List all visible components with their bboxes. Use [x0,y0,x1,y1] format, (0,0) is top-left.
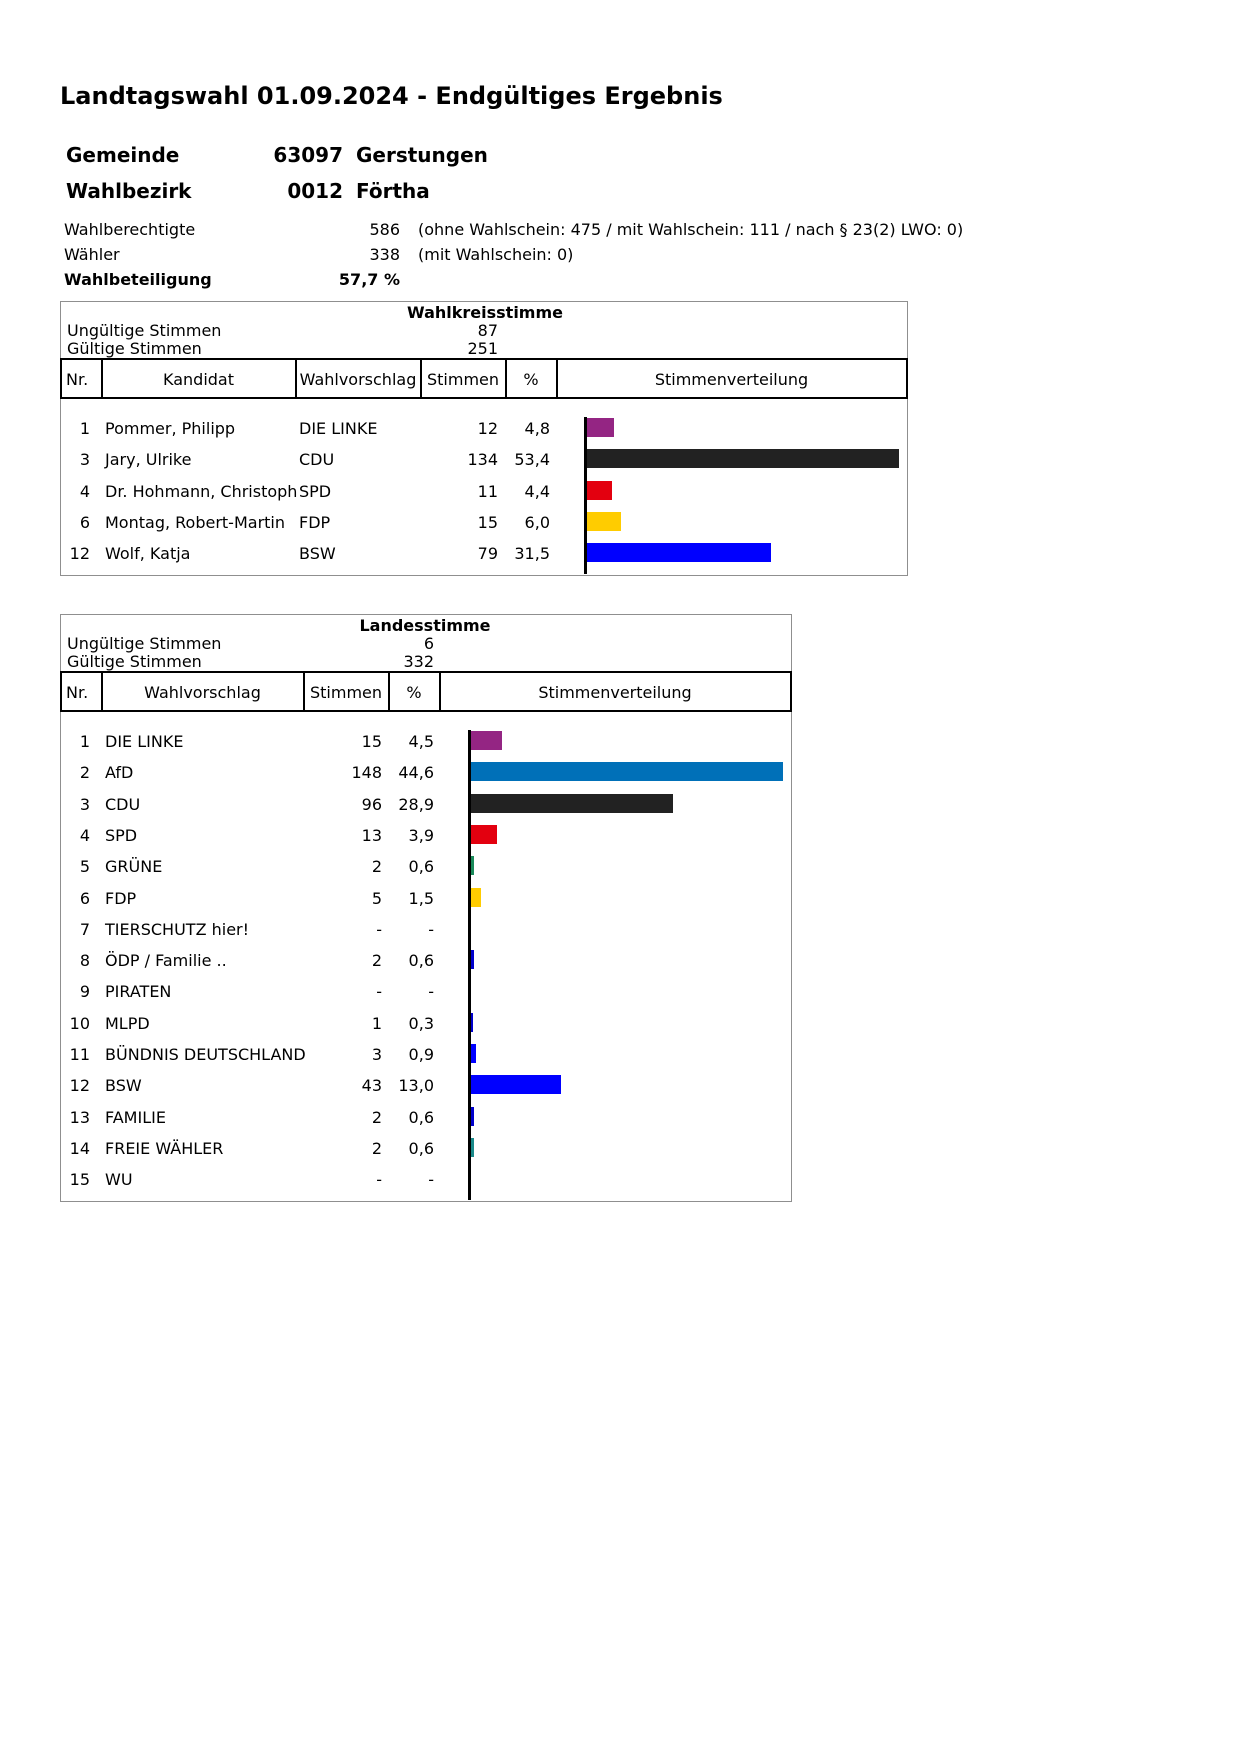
wahlkreis-row-kandidat: Pommer, Philipp [105,419,236,438]
landes-row-nr: 2 [79,763,90,783]
wahlkreis-col-stimmen: Stimmen [426,370,500,389]
wahlkreis-row-prozent: 4,8 [524,419,550,438]
wahlkreis-col-divider [906,359,908,398]
landes-gueltig-value: 332 [403,652,434,671]
wahlkreis-row-stimmen: 12 [477,419,498,438]
landes-row-partei: MLPD [105,1013,150,1033]
waehler-label: Wähler [64,245,120,264]
landes-row-nr: 13 [69,1107,90,1127]
landes-row-prozent: - [428,982,434,1002]
wahlkreis-ungueltig-value: 87 [477,321,498,340]
wahlbezirk-code: 0012 [287,179,343,203]
wahlkreis-bar [586,512,621,531]
landes-row-prozent: 0,6 [408,1138,434,1158]
landes-row-prozent: 0,6 [408,951,434,971]
wahlkreis-row-kandidat: Wolf, Katja [105,544,191,564]
landes-row-partei: CDU [105,794,141,814]
wahlbezirk-label: Wahlbezirk [66,179,192,203]
gemeinde-label: Gemeinde [66,143,180,167]
wahlkreis-gueltig-label: Gültige Stimmen [67,339,202,358]
landes-row-stimmen: 15 [361,732,382,751]
landes-row-prozent: 28,9 [398,794,434,814]
landes-row-partei: AfD [105,763,134,783]
landes-row-nr: 8 [79,951,90,971]
landes-row-stimmen: - [376,982,382,1002]
landes-row-partei: DIE LINKE [105,732,184,751]
landes-row-stimmen: 2 [371,1138,382,1158]
wahlberechtigte-note: (ohne Wahlschein: 475 / mit Wahlschein: 111 / nach § 23(2) LWO: 0) [418,220,964,239]
landes-row-stimmen: 2 [371,857,382,877]
landes-title: Landesstimme [359,616,491,635]
wahlkreis-row-kandidat: Montag, Robert-Martin [105,512,285,532]
landes-row-stimmen: - [376,919,382,939]
landes-row-nr: 4 [79,825,90,845]
landes-bar-axis [468,730,471,1200]
landes-row-prozent: 44,6 [398,763,434,783]
waehler-value: 338 [369,245,400,264]
landes-row-partei: PIRATEN [105,982,172,1002]
landes-bar [470,794,673,813]
wahlkreis-row-kandidat: Jary, Ulrike [105,450,192,470]
wahlkreis-row-partei: SPD [299,481,332,501]
landes-col-verteilung: Stimmenverteilung [538,683,692,702]
landes-row-stimmen: 43 [361,1076,382,1096]
landes-row-partei: SPD [105,825,138,845]
wahlkreis-row-partei: CDU [299,450,335,470]
landes-bar [470,825,497,844]
wahlkreis-row-nr: 1 [79,419,90,438]
landes-col-divider [60,672,62,711]
landes-col-divider [790,672,792,711]
landes-row-stimmen: 96 [361,794,382,814]
wahlkreis-bar [586,481,612,500]
landes-row-partei: TIERSCHUTZ hier! [105,919,250,939]
wahlkreis-row-nr: 3 [79,450,90,470]
wahlkreis-bar [586,543,771,562]
landes-ungueltig-label: Ungültige Stimmen [67,634,222,653]
wahlkreis-title: Wahlkreisstimme [407,303,563,322]
wahlkreis-row-stimmen: 11 [477,481,498,501]
waehler-note: (mit Wahlschein: 0) [418,245,574,264]
wahlkreis-row-prozent: 31,5 [514,544,550,564]
landes-row-nr: 1 [79,732,90,751]
landes-col-prozent: % [406,683,422,702]
wahlkreis-bar [586,418,614,437]
landes-row-prozent: 0,9 [408,1045,434,1064]
landes-bar [470,1075,561,1094]
landes-row-partei: BÜNDNIS DEUTSCHLAND [105,1045,306,1064]
wahlkreis-bar [586,449,899,468]
landes-row-prozent: 0,6 [408,857,434,877]
landes-row-stimmen: 3 [371,1045,382,1064]
wahlkreis-row-partei: BSW [299,544,336,564]
landes-row-stimmen: 1 [371,1013,382,1033]
wahlkreis-col-prozent: % [523,370,539,389]
wahlkreis-row-nr: 4 [79,481,90,501]
wahlkreis-row-nr: 12 [69,544,90,564]
wahlkreis-col-kandidat: Kandidat [163,370,234,389]
wahlkreis-ungueltig-label: Ungültige Stimmen [67,321,222,340]
landes-row-stimmen: 2 [371,1107,382,1127]
wahlkreis-col-divider [60,359,62,398]
landes-row-nr: 11 [69,1045,90,1064]
wahlbezirk-name: Förtha [356,179,430,203]
beteiligung-value: 57,7 % [338,270,400,289]
landes-row-partei: FDP [105,888,137,908]
landes-row-nr: 7 [79,919,90,939]
wahlberechtigte-value: 586 [369,220,400,239]
landes-ungueltig-value: 6 [423,634,434,653]
landes-row-prozent: 4,5 [408,732,434,751]
beteiligung-label: Wahlbeteiligung [64,270,212,289]
landes-bar [470,888,481,907]
wahlkreis-gueltig-value: 251 [467,339,498,358]
landes-row-stimmen: - [376,1170,382,1190]
wahlkreis-col-nr: Nr. [66,370,89,389]
wahlberechtigte-label: Wahlberechtigte [64,220,196,239]
wahlkreis-row-stimmen: 134 [467,450,498,470]
gemeinde-code: 63097 [273,143,343,167]
landes-row-partei: FAMILIE [105,1107,166,1127]
landes-row-nr: 5 [79,857,90,877]
wahlkreis-row-stimmen: 79 [477,544,498,564]
landes-row-partei: WU [105,1170,133,1190]
landes-row-prozent: 13,0 [398,1076,434,1096]
wahlkreis-row-kandidat: Dr. Hohmann, Christoph [105,481,298,501]
landes-row-nr: 14 [69,1138,90,1158]
wahlkreis-row-prozent: 4,4 [524,481,550,501]
landes-row-prozent: 0,6 [408,1107,434,1127]
landes-row-stimmen: 148 [351,763,382,783]
gemeinde-name: Gerstungen [356,143,488,167]
landes-col-wahlvorschlag: Wahlvorschlag [144,683,261,702]
wahlkreis-row-prozent: 53,4 [514,450,550,470]
landes-row-prozent: - [428,919,434,939]
wahlkreis-row-stimmen: 15 [477,512,498,532]
landes-row-prozent: - [428,1170,434,1190]
landes-bar [470,731,502,750]
landes-row-partei: BSW [105,1076,142,1096]
wahlkreis-col-verteilung: Stimmenverteilung [654,370,809,389]
landes-row-partei: ÖDP / Familie .. [105,951,227,971]
wahlkreis-row-nr: 6 [79,512,90,532]
wahlkreis-header-bottom-rule [60,397,908,399]
wahlkreis-row-partei: DIE LINKE [299,419,378,438]
landes-header-bottom-rule [60,710,792,712]
wahlkreis-bar-axis [584,417,587,574]
landes-row-prozent: 0,3 [408,1013,434,1033]
wahlkreis-row-partei: FDP [299,512,331,532]
landes-row-partei: FREIE WÄHLER [105,1138,224,1158]
landes-row-partei: GRÜNE [105,857,163,877]
landes-gueltig-label: Gültige Stimmen [67,652,202,671]
wahlkreis-row-prozent: 6,0 [524,512,550,532]
landes-header-top-rule [60,671,792,673]
landes-col-stimmen: Stimmen [309,683,383,702]
landes-row-prozent: 3,9 [408,825,434,845]
landes-col-nr: Nr. [66,683,89,702]
landes-row-nr: 6 [79,888,90,908]
landes-bar [470,762,783,781]
wahlkreis-col-wahlvorschlag: Wahlvorschlag [299,370,417,389]
landes-row-nr: 9 [79,982,90,1002]
landes-row-nr: 15 [69,1170,90,1190]
page-title: Landtagswahl 01.09.2024 - Endgültiges Ergebnis [60,82,723,110]
landes-row-stimmen: 5 [371,888,382,908]
landes-row-stimmen: 2 [371,951,382,971]
landes-row-nr: 3 [79,794,90,814]
landes-row-nr: 10 [69,1013,90,1033]
landes-row-nr: 12 [69,1076,90,1096]
wahlkreis-header-top-rule [60,358,908,360]
landes-row-stimmen: 13 [361,825,382,845]
landes-row-prozent: 1,5 [408,888,434,908]
